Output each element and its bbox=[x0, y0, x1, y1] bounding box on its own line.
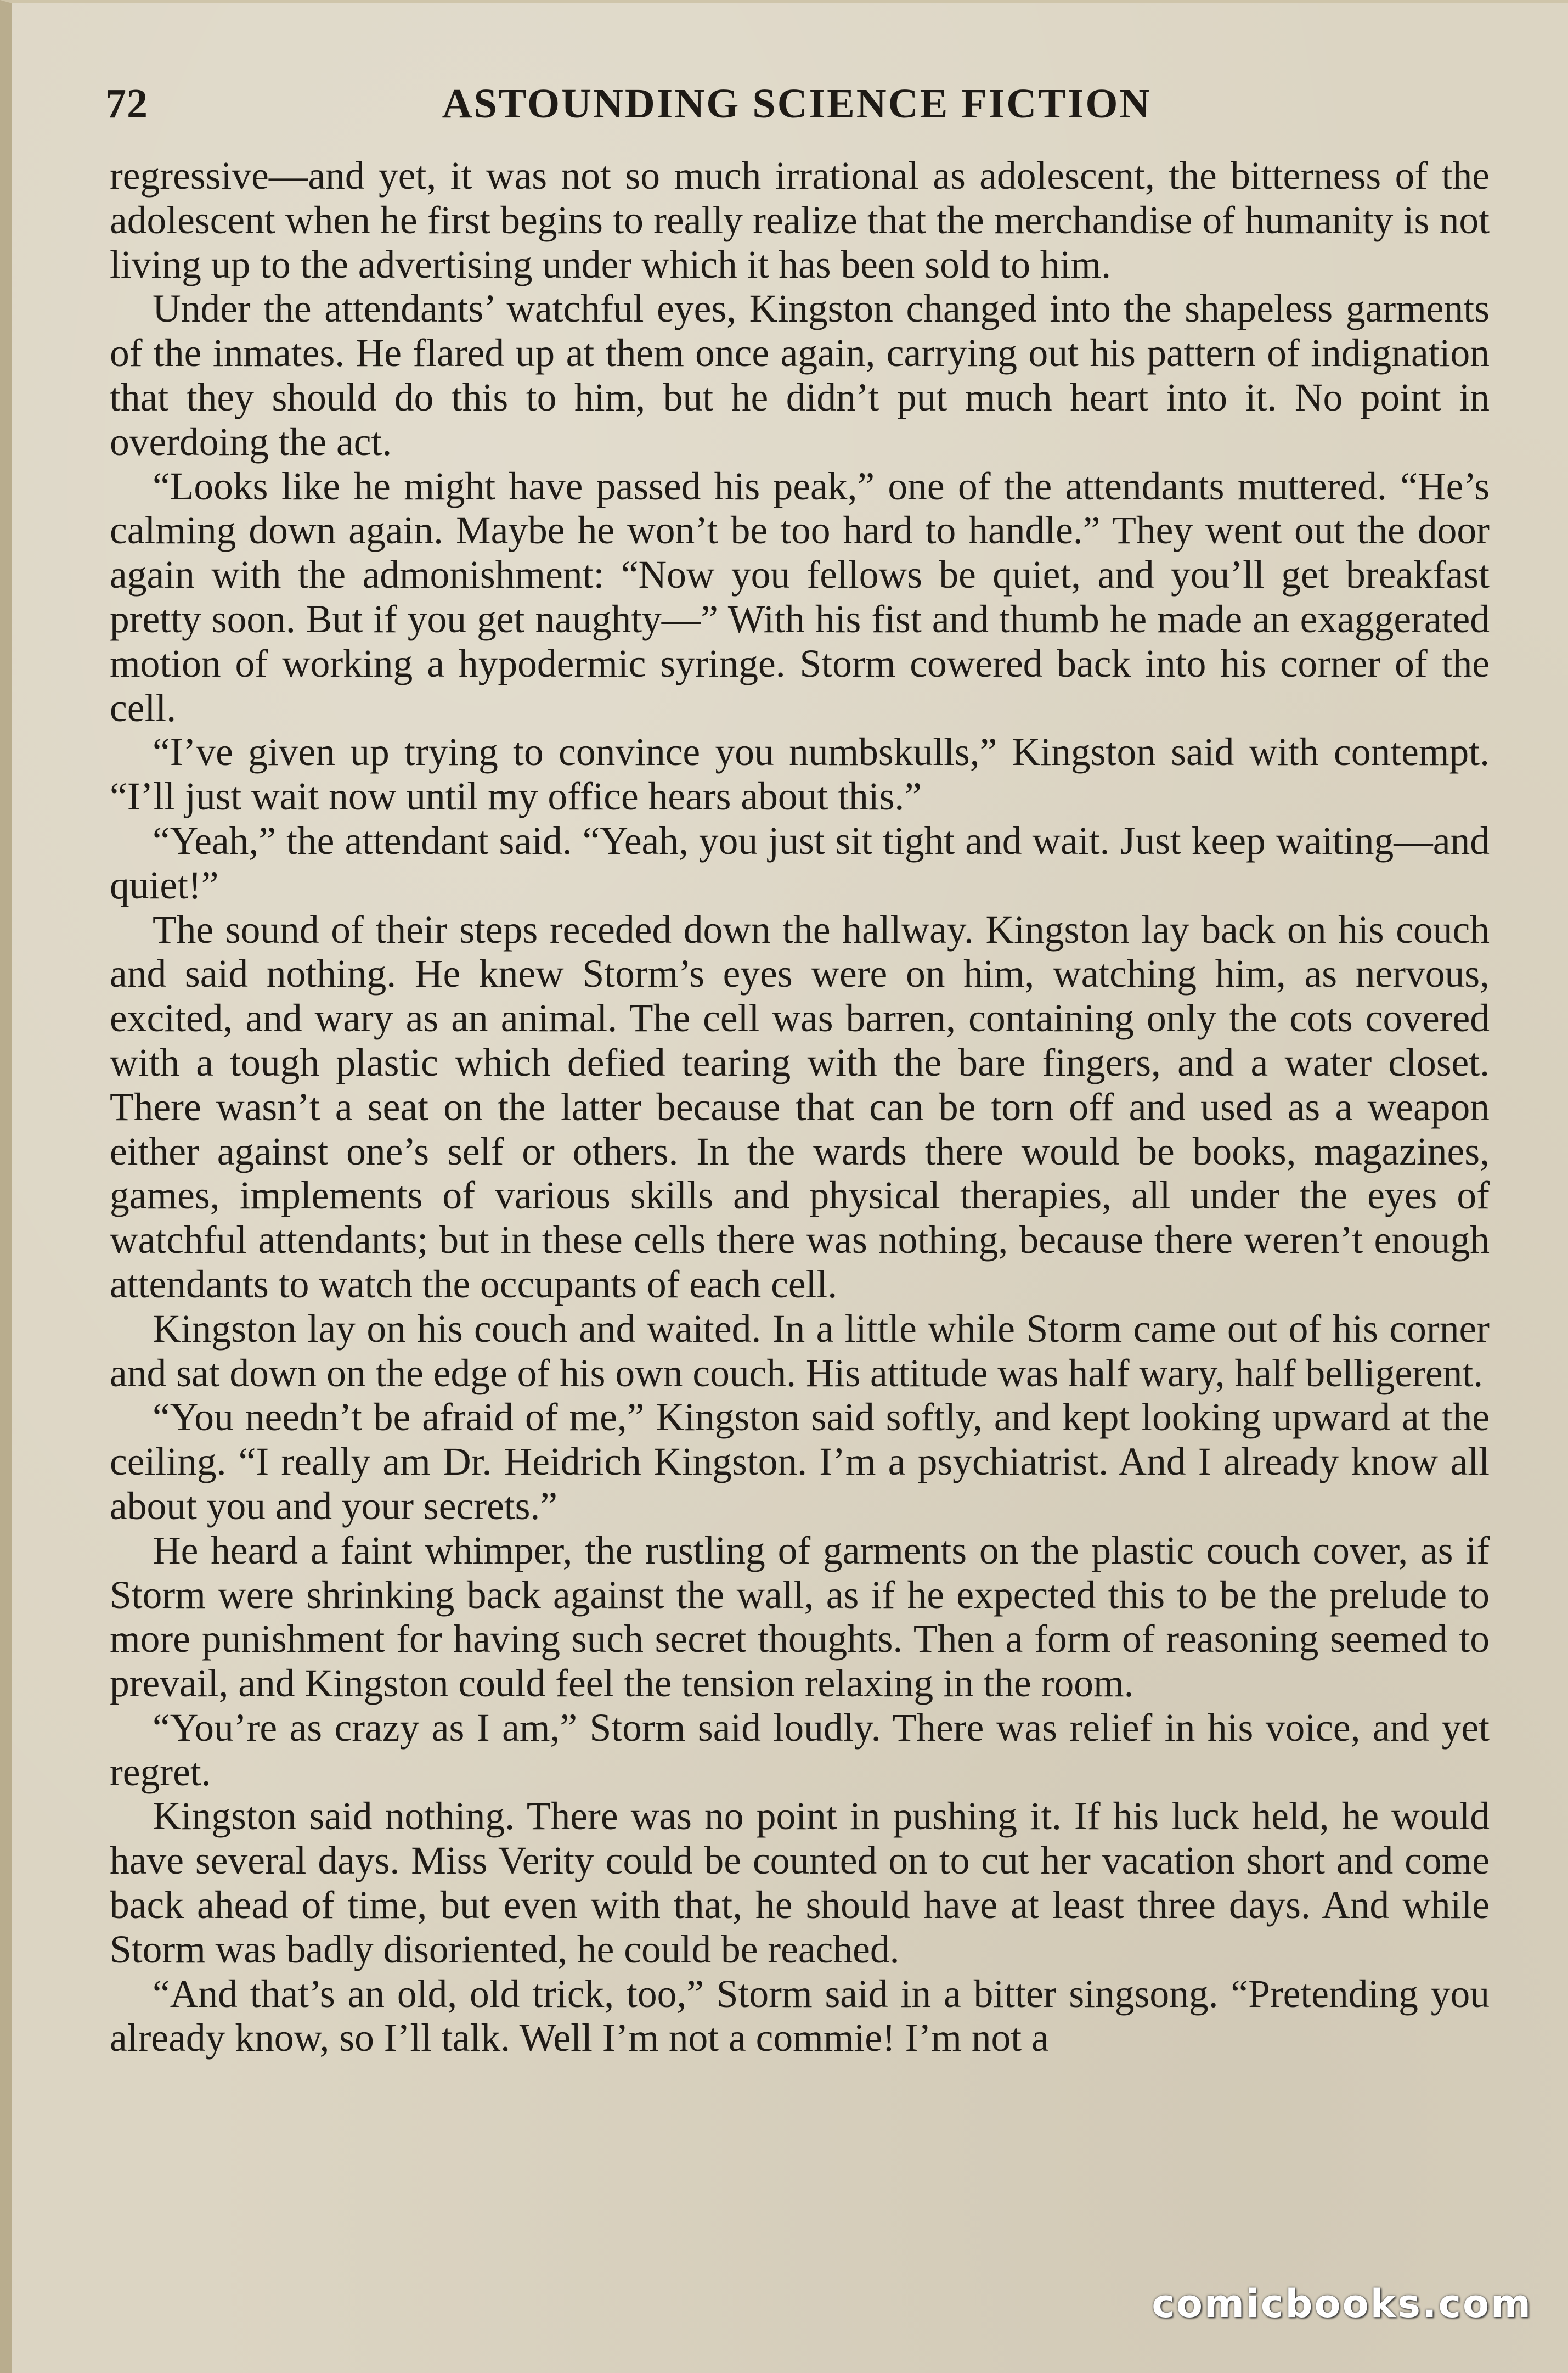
paragraph: Kingston lay on his couch and waited. In a little while Storm came out of his corner and sat down on the edge of his own couch. His attitude was half wary, half belligerent. bbox=[110, 1307, 1490, 1395]
paragraph: “You’re as crazy as I am,” Storm said loudly. There was relief in his voice, and yet regret. bbox=[110, 1706, 1490, 1794]
paragraph: Under the attendants’ watchful eyes, Kingston changed into the shapeless garments of the inmates. He flared up at them once again, carrying out his pattern of indignation that they should do this to him, but he didn’t put much heart into it. No point in overdoing the act. bbox=[110, 287, 1490, 464]
running-head: ASTOUNDING SCIENCE FICTION bbox=[442, 81, 1152, 127]
page-number: 72 bbox=[105, 81, 148, 127]
paragraph: regressive—and yet, it was not so much irrational as adolescent, the bitterness of the adolescent when he first begins to really realize that the merchandise of humanity is not living up to the advertising under which it has been sold to him. bbox=[110, 154, 1490, 286]
paragraph: “Looks like he might have passed his peak,” one of the attendants muttered. “He’s calming down again. Maybe he won’t be too hard to handle.” They went out the door again with the admonishment: “Now you fellows be quiet, and you’ll get breakfast pretty soon. But if you get naughty—” With his fist and thumb he made an exaggerated motion of working a hypodermic syringe. Storm cowered back into his corner of the cell. bbox=[110, 464, 1490, 730]
body-text bbox=[110, 154, 1490, 2061]
page-header bbox=[105, 80, 1488, 140]
paragraph: The sound of their steps receded down the hallway. Kingston lay back on his couch and said nothing. He knew Storm’s eyes were on him, watching him, as nervous, excited, and wary as an animal. The cell was barren, containing only the cots covered with a tough plastic which defied tearing with the bare fingers, and a water closet. There wasn’t a seat on the latter because that can be torn off and used as a weapon either against one’s self or others. In the wards there would be books, magazines, games, implements of various skills and physical therapies, all under the eyes of watchful attendants; but in these cells there was nothing, because there weren’t enough attendants to watch the occupants of each cell. bbox=[110, 908, 1490, 1306]
paragraph: “Yeah,” the attendant said. “Yeah, you just sit tight and wait. Just keep waiting—and quiet!” bbox=[110, 819, 1490, 907]
paragraph: “You needn’t be afraid of me,” Kingston said softly, and kept looking upward at the ceiling. “I really am Dr. Heidrich Kingston. I’m a psychiatrist. And I already know all about you and your secrets.” bbox=[110, 1396, 1490, 1528]
paragraph: Kingston said nothing. There was no point in pushing it. If his luck held, he would have several days. Miss Verity could be counted on to cut her vacation short and come back ahead of time, but even with that, he should have at least three days. And while Storm was badly disoriented, he could be reached. bbox=[110, 1795, 1490, 1971]
paragraph: He heard a faint whimper, the rustling of garments on the plastic couch cover, as if Storm were shrinking back against the wall, as if he expected this to be the prelude to more punishment for having such secret thoughts. Then a form of reasoning seemed to prevail, and Kingston could feel the tension relaxing in the room. bbox=[110, 1528, 1490, 1706]
watermark: comicbooks.com bbox=[1152, 2281, 1532, 2326]
paragraph: “And that’s an old, old trick, too,” Storm said in a bitter singsong. “Pretending you already know, so I’ll talk. Well I’m not a commie! I’m not a bbox=[110, 1972, 1490, 2060]
paragraph: “I’ve given up trying to convince you numbskulls,” Kingston said with contempt. “I’ll just wait now until my office hears about this.” bbox=[110, 730, 1490, 819]
